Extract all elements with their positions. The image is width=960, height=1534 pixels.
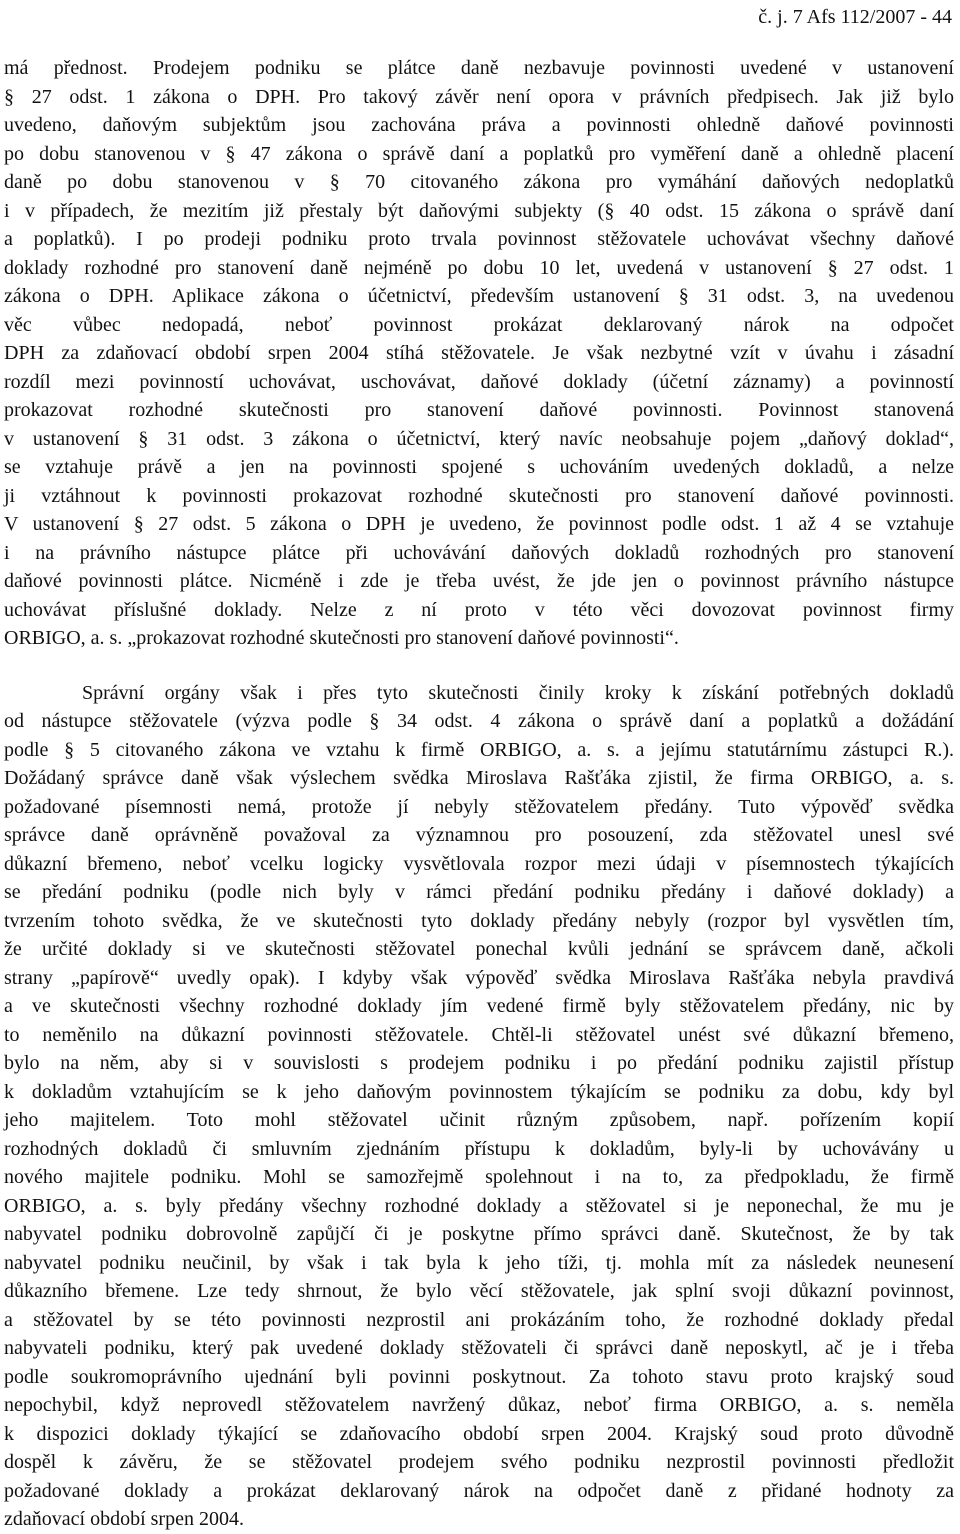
- text-line: nepochybil, když neprovedl stěžovatelem navržený důkaz, neboť firma ORBIGO, a. s. neměla: [4, 1394, 954, 1416]
- text-line: nabyvateli podniku, který pak uvedené doklady stěžovateli či správci daně neposkytl, ač je i třeba: [4, 1337, 954, 1359]
- text-line: požadované doklady a prokázat deklarovaný nárok na odpočet daně z přidané hodnoty za: [4, 1479, 954, 1502]
- text-line: ORBIGO, a. s. byly předány všechny rozhodné doklady a stěžovatel si je neponechal, že mu je: [4, 1194, 954, 1217]
- text-line: DPH za zdaňovací období srpen 2004 stíhá stěžovatele. Je však nezbytné vzít v úvahu i zásadní: [4, 342, 954, 364]
- text-line: má přednost. Prodejem podniku se plátce daně nezbavuje povinnosti uvedené v ustanovení: [4, 57, 954, 79]
- text-line: dospěl k závěru, že se stěžovatel prodejem svého podniku nezprostil povinnosti předložit: [4, 1451, 954, 1473]
- text-line: rozdíl mezi povinností uchovávat, uschovávat, daňové doklady (účetní záznamy) a povinností: [4, 370, 954, 393]
- page-header-reference: č. j. 7 Afs 112/2007 - 44: [758, 6, 952, 28]
- paragraph-1: [4, 54, 954, 653]
- text-line: a poplatků). I po prodeji podniku proto trvala povinnost stěžovatele uchovávat všechny daňové: [4, 228, 954, 250]
- document-body: [4, 54, 954, 1534]
- text-line: jeho majitelem. Toto mohl stěžovatel učinit různým způsobem, např. pořízením kopií: [4, 1109, 954, 1131]
- text-line: zákona o DPH. Aplikace zákona o účetnictví, především ustanovení § 31 odst. 3, na uvedenou: [4, 285, 954, 307]
- text-line: uchovávat příslušné doklady. Nelze z ní proto v této věci dovozovat povinnost firmy: [4, 598, 954, 621]
- text-line: Dožádaný správce daně však výslechem svědka Miroslava Rašťáka zjistil, že firma ORBIGO, a. s.: [4, 767, 954, 789]
- text-line: Správní orgány však i přes tyto skutečnosti činily kroky k získání potřebných dokladů: [82, 681, 954, 704]
- text-line: ORBIGO, a. s. „prokazovat rozhodné skutečnosti pro stanovení daňové povinnosti“.: [4, 627, 679, 649]
- text-line: po dobu stanovenou v § 47 zákona o správě daní a poplatků pro vyměření daně a ohledně placení: [4, 142, 954, 165]
- paragraph-2: [4, 679, 954, 1534]
- text-line: bylo na něm, aby si v souvislosti s prodejem podniku i po předání podniku zajistil přístup: [4, 1052, 954, 1074]
- text-line: daně po dobu stanovenou v § 70 citovaného zákona pro vymáhání daňových nedoplatků: [4, 171, 954, 193]
- text-line: důkazní břemeno, neboť vcelku logicky vysvětlovala rozpor mezi údaji v písemnostech týkajících: [4, 852, 954, 875]
- text-line: zdaňovací období srpen 2004.: [4, 1508, 244, 1530]
- text-line: se vztahuje právě a jen na povinnosti spojené s uchováním uvedených dokladů, a nelze: [4, 456, 954, 478]
- text-line: i v případech, že mezitím již přestaly být daňovými subjekty (§ 40 odst. 15 zákona o správě daní: [4, 199, 954, 222]
- text-line: podle soukromoprávního ujednání byli povinni poskytnout. Za tohoto stavu proto krajský soud: [4, 1365, 954, 1388]
- text-line: k dokladům vztahujícím se k jeho daňovým povinnostem týkajícím se podniku za dobu, kdy byl: [4, 1080, 954, 1103]
- text-line: správce daně oprávněně považoval za významnou pro posouzení, zda stěžovatel unesl své: [4, 824, 954, 846]
- text-line: § 27 odst. 1 zákona o DPH. Pro takový závěr není opora v právních předpisech. Jak již bylo: [4, 85, 954, 108]
- text-line: daňové povinnosti plátce. Nicméně i zde je třeba uvést, že jde jen o povinnost právního nástupce: [4, 570, 954, 592]
- text-line: věc vůbec nedopadá, neboť povinnost prokázat deklarovaný nárok na odpočet: [4, 313, 954, 336]
- text-line: a ve skutečnosti všechny rozhodné doklady jím vedené firmě byly stěžovatelem předány, nic by: [4, 995, 954, 1017]
- text-line: ji vztáhnout k povinnosti prokazovat rozhodné skutečnosti pro stanovení daňové povinnosti.: [4, 484, 954, 507]
- text-line: důkazního břemene. Lze tedy shrnout, že bylo věcí stěžovatele, jak splní svoji důkazní povinnost,: [4, 1280, 954, 1302]
- text-line: prokazovat rozhodné skutečnosti pro stanovení daňové povinnosti. Povinnost stanovená: [4, 399, 954, 421]
- text-line: požadované písemnosti nemá, protože jí nebyly stěžovatelem předány. Tuto výpověď svědka: [4, 795, 954, 818]
- text-line: od nástupce stěžovatele (výzva podle § 34 odst. 4 zákona o správě daní a poplatků a dožádání: [4, 710, 954, 732]
- text-line: i na právního nástupce plátce při uchovávání daňových dokladů rozhodných pro stanovení: [4, 541, 954, 564]
- text-line: to neměnilo na důkazní povinnosti stěžovatele. Chtěl-li stěžovatel unést své důkazní břemeno,: [4, 1023, 954, 1046]
- text-line: že určité doklady si ve skutečnosti stěžovatel ponechal kvůli jednání se správcem daně, ačkoli: [4, 938, 954, 960]
- text-line: podle § 5 citovaného zákona ve vztahu k firmě ORBIGO, a. s. a jejímu statutárnímu zástupci R.).: [4, 738, 954, 761]
- text-line: k dispozici doklady týkající se zdaňovacího období srpen 2004. Krajský soud proto důvodně: [4, 1422, 954, 1445]
- text-line: a stěžovatel by se této povinnosti nezprostil ani prokázáním toho, že rozhodné doklady předal: [4, 1308, 954, 1331]
- text-line: uvedeno, daňovým subjektům jsou zachována práva a povinnosti ohledně daňové povinnosti: [4, 114, 954, 136]
- text-line: se předání podniku (podle nich byly v rámci předání podniku předány i daňové doklady) a: [4, 881, 954, 903]
- text-line: v ustanovení § 31 odst. 3 zákona o účetnictví, který navíc neobsahuje pojem „daňový doklad“,: [4, 427, 954, 450]
- text-line: rozhodných dokladů či smluvním zjednáním přístupu k dokladům, byly-li by uchovávány u: [4, 1137, 954, 1160]
- text-line: strany „papírově“ uvedly opak). I kdyby však výpověď svědka Miroslava Rašťáka nebyla pravdivá: [4, 966, 954, 989]
- text-line: tvrzením tohoto svědka, že ve skutečnosti tyto doklady předány nebyly (rozpor byl vysvětlen tím,: [4, 909, 954, 932]
- text-line: nového majitele podniku. Mohl se samozřejmě spolehnout i na to, za předpokladu, že firmě: [4, 1166, 954, 1188]
- text-line: nabyvatel podniku dobrovolně zapůjčí či je poskytne přímo správci daně. Skutečnost, že by tak: [4, 1223, 954, 1245]
- text-line: doklady rozhodné pro stanovení daně nejméně po dobu 10 let, uvedená v ustanovení § 27 odst. 1: [4, 256, 954, 279]
- text-line: V ustanovení § 27 odst. 5 zákona o DPH je uvedeno, že povinnost podle odst. 1 až 4 se vztahuje: [4, 513, 954, 535]
- text-line: nabyvatel podniku neučinil, by však i tak byla k jeho tíži, tj. mohla mít za následek neunesení: [4, 1251, 954, 1274]
